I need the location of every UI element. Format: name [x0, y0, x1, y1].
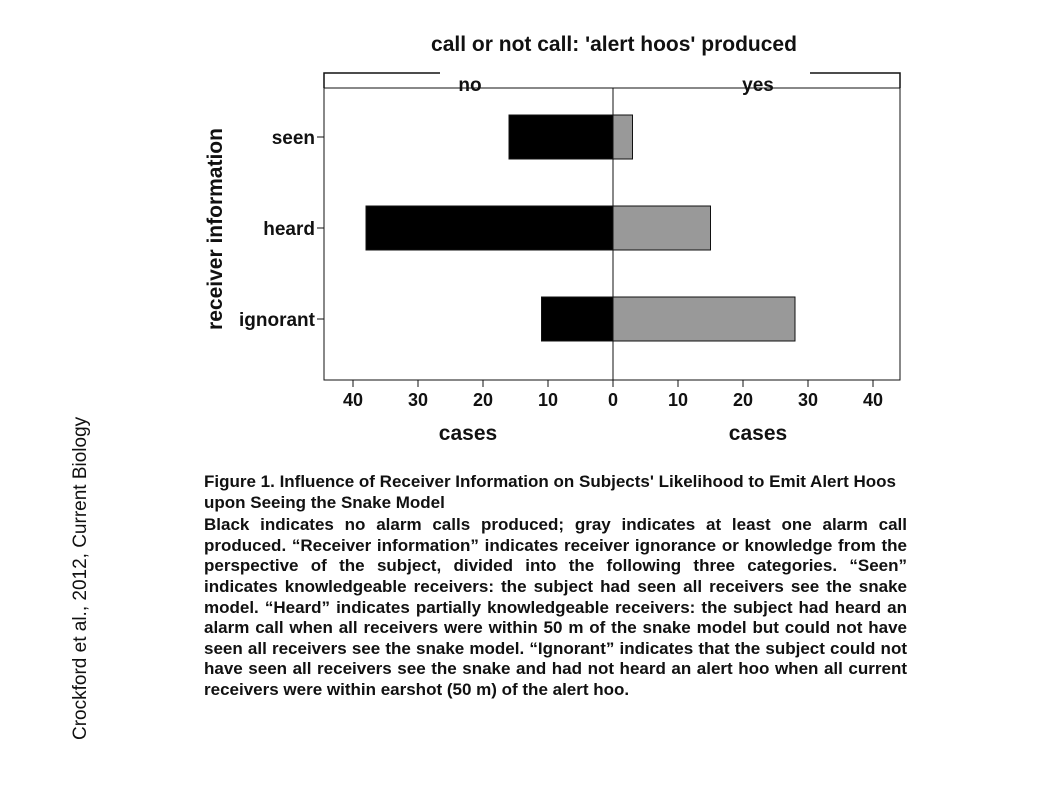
category-label-ignorant: ignorant: [239, 310, 315, 331]
bar-no-ignorant: [542, 297, 614, 341]
caption-title: Figure 1. Influence of Receiver Information on Subjects' Likelihood to Emit Alert Hoos upon Seeing the Snake Model: [204, 472, 897, 512]
x-label-left: cases: [438, 422, 498, 445]
y-axis-label: receiver information: [204, 128, 227, 330]
category-label-heard: heard: [263, 219, 315, 240]
x-tick-label: 10: [667, 390, 689, 410]
x-tick-label: 10: [537, 390, 559, 410]
category-label-seen: seen: [271, 128, 315, 149]
x-label-right: cases: [728, 422, 788, 445]
category-labels: [239, 128, 324, 331]
x-tick-label: 40: [862, 390, 884, 410]
x-tick-label: 0: [607, 390, 619, 410]
chart-title: call or not call: 'alert hoos' produced: [431, 33, 797, 56]
caption-body: Black indicates no alarm calls produced; gray indicates at least one alarm call produced. “Receiver information” indicates receiver ignorance or knowledge from the perspective of the subject, divided into the following three categories. “Seen” indicates knowledgeable receivers: the subject had seen all receivers see the snake model. “Heard” indicates partially knowledgeable receivers: the subject had heard an alarm call when all receivers were within 50 m of the snake model but could not have seen all receivers see the snake model. “Ignorant” indicates that the subject could not have seen all receivers see the snake and had not heard an alert hoo when all current receivers were within earshot (50 m) of the alert hoo.: [204, 515, 907, 699]
x-tick-label: 40: [342, 390, 364, 410]
bar-yes-ignorant: [613, 297, 795, 341]
x-tick-label: 20: [472, 390, 494, 410]
panel-bracket: [324, 73, 900, 88]
panel-label-yes: yes: [742, 75, 774, 96]
bars-group: [366, 115, 795, 341]
x-tick-label: 30: [797, 390, 819, 410]
x-ticks: [343, 380, 883, 410]
bar-yes-seen: [613, 115, 633, 159]
x-tick-label: 30: [407, 390, 429, 410]
bar-yes-heard: [613, 206, 711, 250]
bar-no-seen: [509, 115, 613, 159]
panel-label-no: no: [458, 75, 482, 96]
credit-line: Crockford et al., 2012, Current Biology: [70, 416, 91, 740]
x-tick-label: 20: [732, 390, 754, 410]
bar-no-heard: [366, 206, 613, 250]
figure-caption: [204, 472, 907, 701]
